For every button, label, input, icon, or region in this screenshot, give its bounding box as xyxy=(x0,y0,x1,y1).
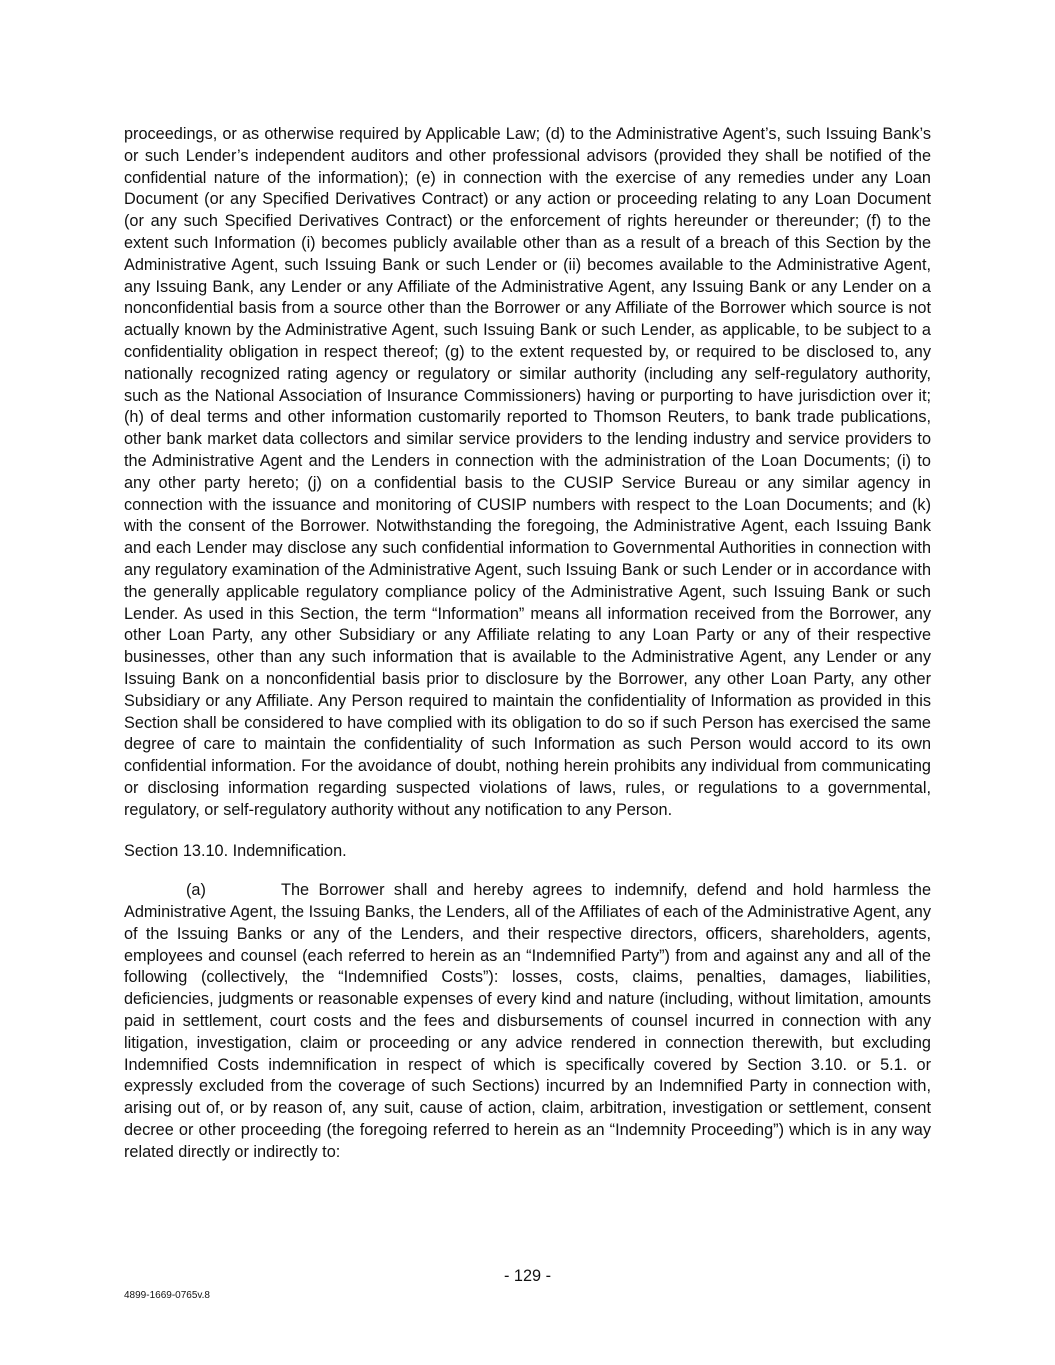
page-number: - 129 - xyxy=(503,1267,552,1285)
section-heading: Section 13.10. Indemnification. xyxy=(124,841,347,860)
subsection-a-paragraph: (a) The Borrower shall and hereby agrees to indemnify, defend and hold harmless the Administrative Agent, the Issuing Banks, the Lenders, all of the Affiliates of each of the Administrative Agent, any of the Issuing Banks or any of the Lenders, and their respective directors, officers, shareholders, agents, employees and counsel (each referred to herein as an “Indemnified Party”) from and against any and all of the following (collectively, the “Indemnified Costs”): losses, costs, claims, penalties, damages, liabilities, deficiencies, judgments or reasonable expenses of every kind and nature (including, without limitation, amounts paid in settlement, court costs and the fees and disbursements of counsel incurred in connection with any litigation, investigation, claim or proceeding or any advice rendered in connection therewith, but excluding Indemnified Costs indemnification in respect of which is specifically covered by Section 3.10. or 5.1. or expressly excluded from the coverage of such Sections) incurred by an Indemnified Party in connection with, arising out of, or by reason of, any suit, cause of action, claim, arbitration, investigation or settlement, consent decree or other proceeding (the foregoing referred to herein as an “Indemnity Proceeding”) which is in any way related directly or indirectly to: xyxy=(124,881,932,1161)
document-id: 4899-1669-0765v.8 xyxy=(124,1290,210,1301)
page-body xyxy=(124,124,931,1164)
confidentiality-paragraph: proceedings, or as otherwise required by Applicable Law; (d) to the Administrative Agent’s, such Issuing Bank’s or such Lender’s independent auditors and other professional advisors (provided they shall be notified of the confidential nature of the information); (e) in connection with the exercise of any remedies under any Loan Document (or any Specified Derivatives Contract) or any action or proceeding relating to any Loan Document (or any such Specified Derivatives Contract) or the enforcement of rights hereunder or thereunder; (f) to the extent such Information (i) becomes publicly available other than as a result of a breach of this Section by the Administrative Agent, such Issuing Bank or such Lender or (ii) becomes available to the Administrative Agent, any Issuing Bank, any Lender or any Affiliate of the Administrative Agent, any Issuing Bank or any Lender on a nonconfidential basis from a source other than the Borrower or any Affiliate of the Borrower which source is not actually known by the Administrative Agent, such Issuing Bank or such Lender, as applicable, to be subject to a confidentiality obligation in respect thereof; (g) to the extent requested by, or required to be disclosed to, any nationally recognized rating agency or regulatory or similar authority (including any self-regulatory authority, such as the National Association of Insurance Commissioners) having or purporting to have jurisdiction over it; (h) of deal terms and other information customarily reported to Thomson Reuters, to bank trade publications, other bank market data collectors and similar service providers to the lending industry and service providers to the Administrative Agent and the Lenders in connection with the administration of the Loan Documents; (i) to any other party hereto; (j) on a confidential basis to the CUSIP Service Bureau or any similar agency in connection with the issuance and monitoring of CUSIP numbers with respect to the Loan Documents; and (k) with the consent of the Borrower. Notwithstanding the foregoing, the Administrative Agent, each Issuing Bank and each Lender may disclose any such confidential information to Governmental Authorities in connection with any regulatory examination of the Administrative Agent, such Issuing Bank or such Lender or in accordance with the generally applicable regulatory compliance policy of the Administrative Agent, such Issuing Bank or such Lender. As used in this Section, the term “Information” means all information received from the Borrower, any other Loan Party, any other Subsidiary or any Affiliate relating to any Loan Party or any of their respective businesses, other than any such information that is available to the Administrative Agent, any Lender or any Issuing Bank on a nonconfidential basis prior to disclosure by the Borrower, any other Loan Party, any other Subsidiary or any Affiliate. Any Person required to maintain the confidentiality of Information as provided in this Section shall be considered to have complied with its obligation to do so if such Person has exercised the same degree of care to maintain the confidentiality of such Information as such Person would accord to its own confidential information. For the avoidance of doubt, nothing herein prohibits any individual from communicating or disclosing information regarding suspected violations of laws, rules, or regulations to a governmental, regulatory, or self-regulatory authority without any notification to any Person. xyxy=(124,125,931,819)
